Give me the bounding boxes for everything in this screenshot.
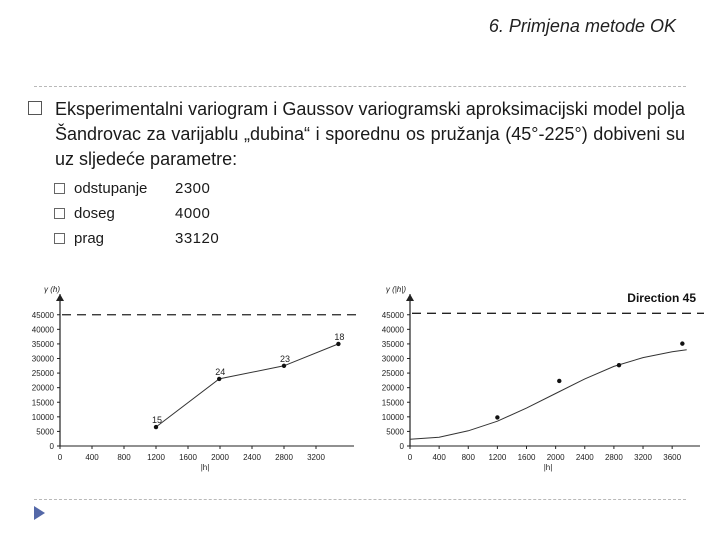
y-tick-label: 35000 [381,339,404,349]
param-value: 33120 [175,230,220,247]
x-tick-label: 800 [117,453,131,462]
x-tick-label: 1200 [147,453,165,462]
param-value: 2300 [175,180,211,197]
param-value: 4000 [175,205,211,222]
experimental-point [557,379,561,383]
y-axis-arrow [56,294,64,301]
top-divider [34,86,686,87]
experimental-point [680,341,684,345]
x-tick-label: 1600 [517,453,536,462]
y-axis-label: γ (h) [44,285,60,294]
experimental-variogram-chart [0,286,372,470]
experimental-point [154,425,158,429]
experimental-point [495,415,499,419]
pair-count-label: 18 [334,331,345,342]
x-axis-label: |h| [543,463,553,472]
main-bullet-text: Eksperimentalni variogram i Gaussov variogramski aproksimacijski model polja Šandrovac za varijablu „dubina“ i sporednu os pružanja (45°-225°) dobiveni su uz sljedeće parametre: [55,99,685,169]
y-tick-label: 5000 [386,427,404,437]
y-tick-label: 40000 [31,325,54,335]
x-tick-label: 1600 [179,453,197,462]
x-tick-label: 2400 [243,453,261,462]
experimental-point [217,377,221,381]
main-bullet-marker [28,101,42,115]
x-axis-label: |h| [200,463,210,472]
gaussian-model-chart [374,286,704,470]
param-label: odstupanje [74,180,148,197]
param-bullet [54,233,65,244]
y-tick-label: 40000 [381,325,404,335]
x-tick-label: 2000 [546,453,565,462]
y-tick-label: 20000 [381,383,404,393]
y-tick-label: 15000 [31,398,54,408]
page-title: 6. Primjena metode OK [488,16,676,36]
y-axis-label: γ (|h|) [385,285,406,294]
y-tick-label: 10000 [381,412,404,422]
pair-count-label: 24 [215,366,226,377]
model-curve [410,350,687,440]
y-tick-label: 20000 [31,383,54,393]
y-tick-label: 15000 [381,398,404,408]
experimental-point [617,363,621,367]
param-label: doseg [74,205,115,222]
chart-title: Direction 45 [627,291,696,305]
y-tick-label: 30000 [31,354,54,364]
x-tick-label: 400 [85,453,99,462]
y-tick-label: 5000 [36,427,54,437]
x-tick-label: 1200 [488,453,507,462]
pair-count-label: 15 [151,415,163,426]
x-tick-label: 2800 [275,453,293,462]
y-tick-label: 30000 [381,354,404,364]
param-bullet [54,208,65,219]
experimental-point [282,364,286,368]
x-tick-label: 2000 [211,453,229,462]
y-tick-label: 35000 [31,339,54,349]
model-curve [156,344,338,427]
x-tick-label: 3600 [663,453,682,462]
y-tick-label: 45000 [31,310,54,320]
y-tick-label: 10000 [31,412,54,422]
x-tick-label: 3200 [634,453,652,462]
next-slide-arrow-icon[interactable] [34,506,45,520]
x-tick-label: 2800 [604,453,623,462]
x-tick-label: 0 [407,453,413,462]
y-tick-label: 0 [49,442,54,451]
param-bullet [54,183,65,194]
x-tick-label: 0 [57,453,63,462]
experimental-point [336,342,340,346]
bottom-divider [34,499,686,500]
x-tick-label: 800 [461,453,475,462]
y-axis-arrow [406,294,414,301]
x-tick-label: 400 [432,453,446,462]
x-tick-label: 2400 [575,453,594,462]
param-label: prag [74,230,105,247]
y-tick-label: 25000 [381,369,404,379]
y-tick-label: 0 [399,442,404,451]
x-tick-label: 3200 [307,453,325,462]
pair-count-label: 23 [279,353,291,364]
y-tick-label: 45000 [381,310,404,320]
y-tick-label: 25000 [31,369,54,379]
